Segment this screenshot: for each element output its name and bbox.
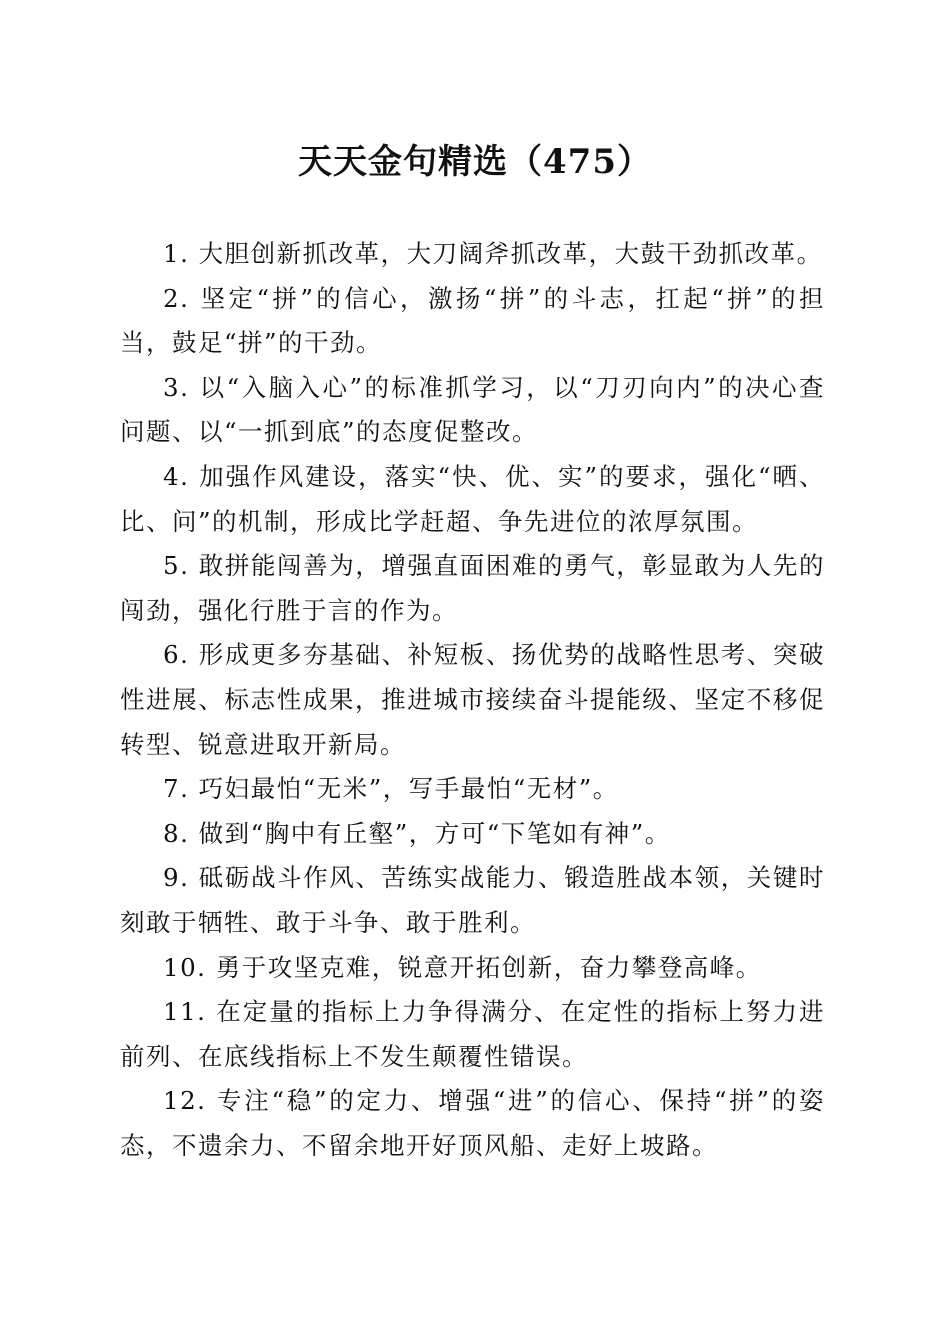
quote-item-6: 6. 形成更多夯基础、补短板、扬优势的战略性思考、突破性进展、标志性成果，推进城市接续奋斗提能级、坚定不移促转型、锐意进取开新局。 [120,640,825,759]
quote-item-12: 12. 专注“稳”的定力、增强“进”的信心、保持“拼”的姿态，不遗余力、不留余地开好顶风船、走好上坡路。 [120,1086,825,1160]
quote-item-9: 9. 砥砺战斗作风、苦练实战能力、锻造胜战本领，关键时刻敢于牺牲、敢于斗争、敢于胜利。 [120,863,825,937]
document-body [120,232,825,1168]
quote-item-3: 3. 以“入脑入心”的标准抓学习，以“刀刃向内”的决心查问题、以“一抓到底”的态度促整改。 [120,372,825,447]
quote-item-4: 4. 加强作风建设，落实“快、优、实”的要求，强化“晒、比、问”的机制，形成比学赶超、争先进位的浓厚氛围。 [120,461,825,536]
quote-item-2: 2. 坚定“拼”的信心，激扬“拼”的斗志，扛起“拼”的担当，鼓足“拼”的干劲。 [120,283,825,358]
quote-item-11: 11. 在定量的指标上力争得满分、在定性的指标上努力进前列、在底线指标上不发生颠覆性错误。 [120,997,825,1071]
document-title: 天天金句精选（475） [298,142,652,182]
quote-item-7: 7. 巧妇最怕“无米”，写手最怕“无材”。 [163,774,619,804]
quote-item-1: 1. 大胆创新抓改革，大刀阔斧抓改革，大鼓干劲抓改革。 [163,239,823,268]
quote-item-10: 10. 勇于攻坚克难，锐意开拓创新，奋力攀登高峰。 [163,952,762,982]
quote-item-5: 5. 敢拼能闯善为，增强直面困难的勇气，彰显敢为人先的闯劲，强化行胜于言的作为。 [120,551,825,625]
quote-item-8: 8. 做到“胸中有丘壑”，方可“下笔如有神”。 [163,818,671,848]
